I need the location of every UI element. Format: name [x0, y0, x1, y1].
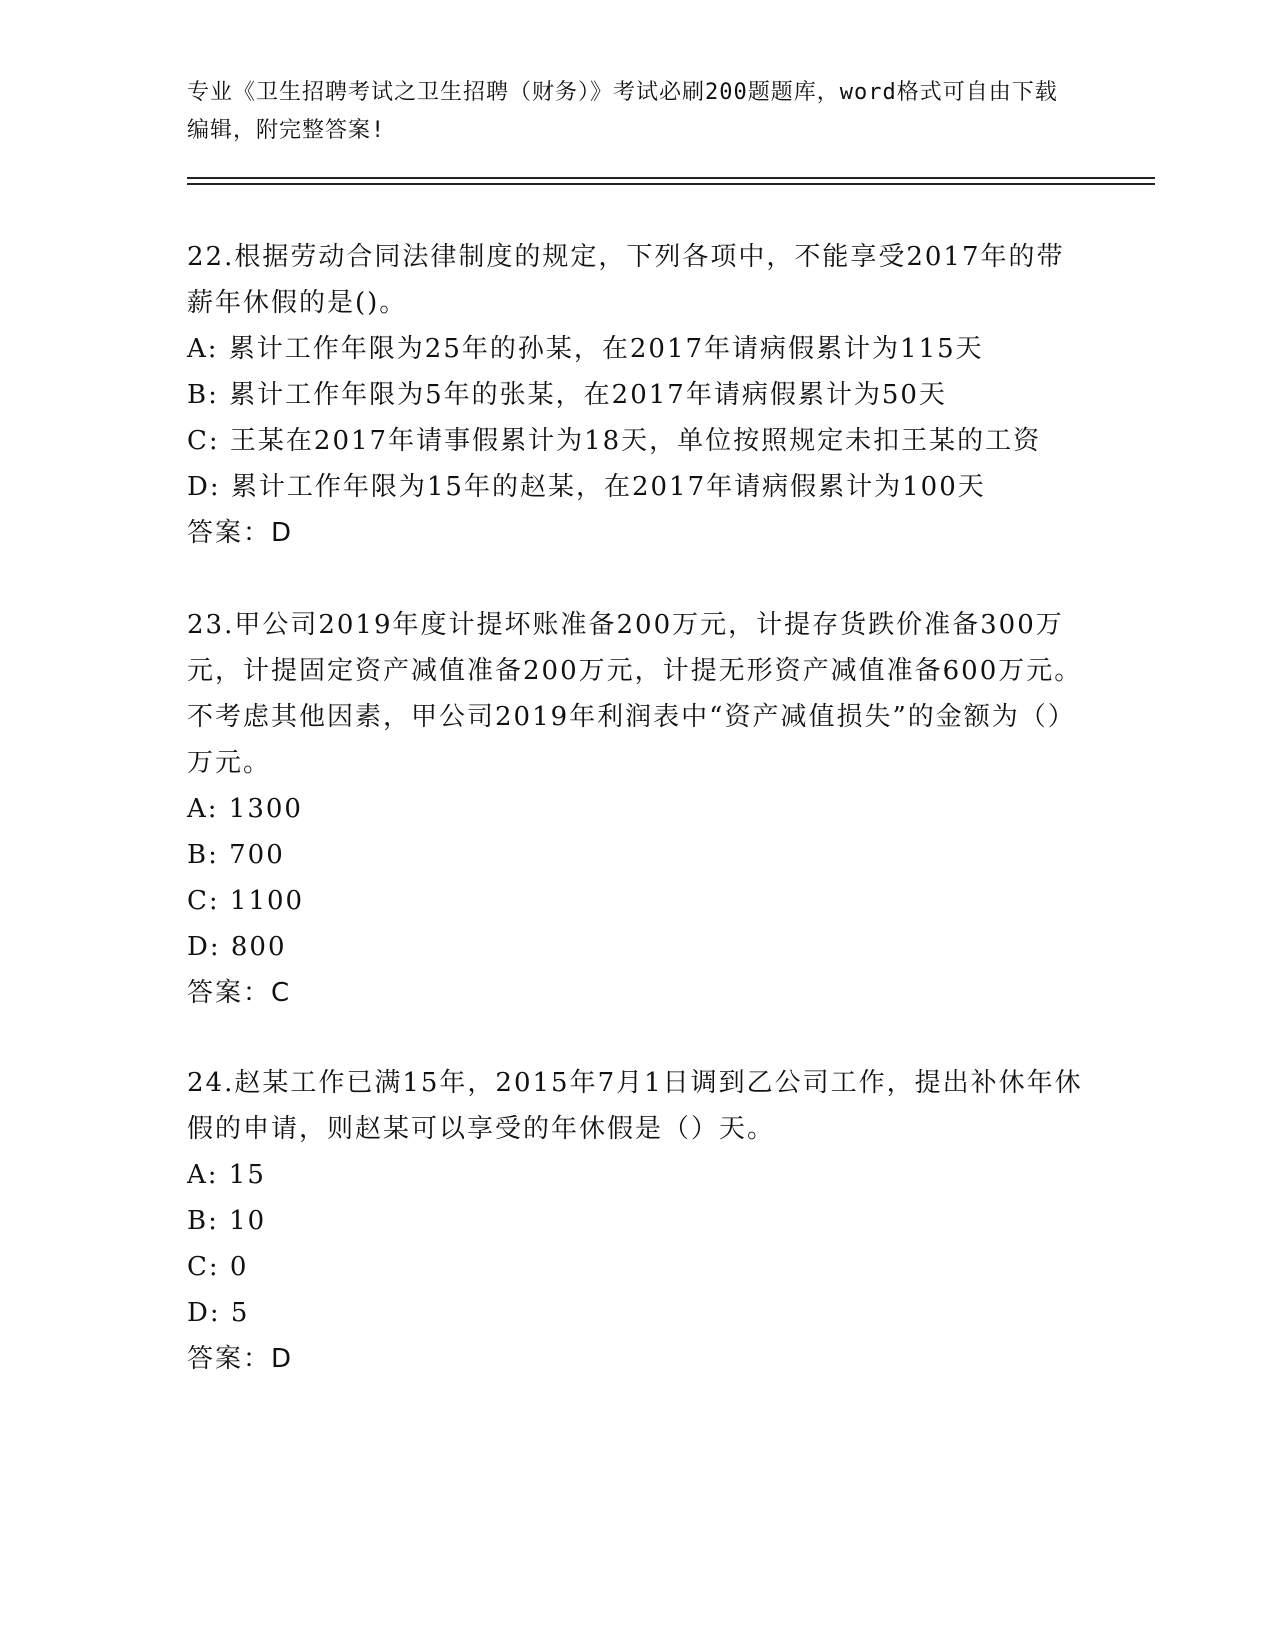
question-23	[187, 602, 1087, 1016]
answer: 答案：D	[187, 1344, 294, 1374]
option-d: D: 5	[187, 1298, 250, 1328]
option-c: C: 1100	[187, 886, 305, 916]
question-24	[187, 1060, 1087, 1382]
option-d: D: 800	[187, 932, 287, 962]
question-stem: 23.甲公司2019年度计提坏账准备200万元，计提存货跌价准备300万元，计提固定资产减值准备200万元，计提无形资产减值准备600万元。不考虑其他因素，甲公司2019年利润表中“资产减值损失”的金额为（）万元。	[187, 610, 1083, 778]
question-22	[187, 234, 1087, 556]
option-b: B: 累计工作年限为5年的张某，在2017年请病假累计为50天	[187, 380, 947, 410]
header-divider-top	[187, 177, 1155, 179]
option-a: A: 累计工作年限为25年的孙某，在2017年请病假累计为115天	[187, 334, 984, 364]
option-b: B: 700	[187, 840, 285, 870]
answer: 答案：D	[187, 518, 294, 548]
option-d: D: 累计工作年限为15年的赵某，在2017年请病假累计为100天	[187, 472, 986, 502]
option-b: B: 10	[187, 1206, 267, 1236]
document-header-note: 专业《卫生招聘考试之卫生招聘（财务）》考试必刷200题题库，word格式可自由下载编辑，附完整答案!	[187, 80, 1058, 143]
question-stem: 24.赵某工作已满15年，2015年7月1日调到乙公司工作，提出补休年休假的申请，则赵某可以享受的年休假是（）天。	[187, 1068, 1083, 1144]
option-a: A: 15	[187, 1160, 266, 1190]
option-a: A: 1300	[187, 794, 303, 824]
question-stem: 22.根据劳动合同法律制度的规定，下列各项中，不能享受2017年的带薪年休假的是()。	[187, 242, 1065, 318]
header-divider-bottom	[187, 183, 1155, 185]
answer: 答案：C	[187, 978, 292, 1008]
option-c: C: 0	[187, 1252, 249, 1282]
option-c: C: 王某在2017年请事假累计为18天，单位按照规定未扣王某的工资	[187, 426, 1042, 456]
